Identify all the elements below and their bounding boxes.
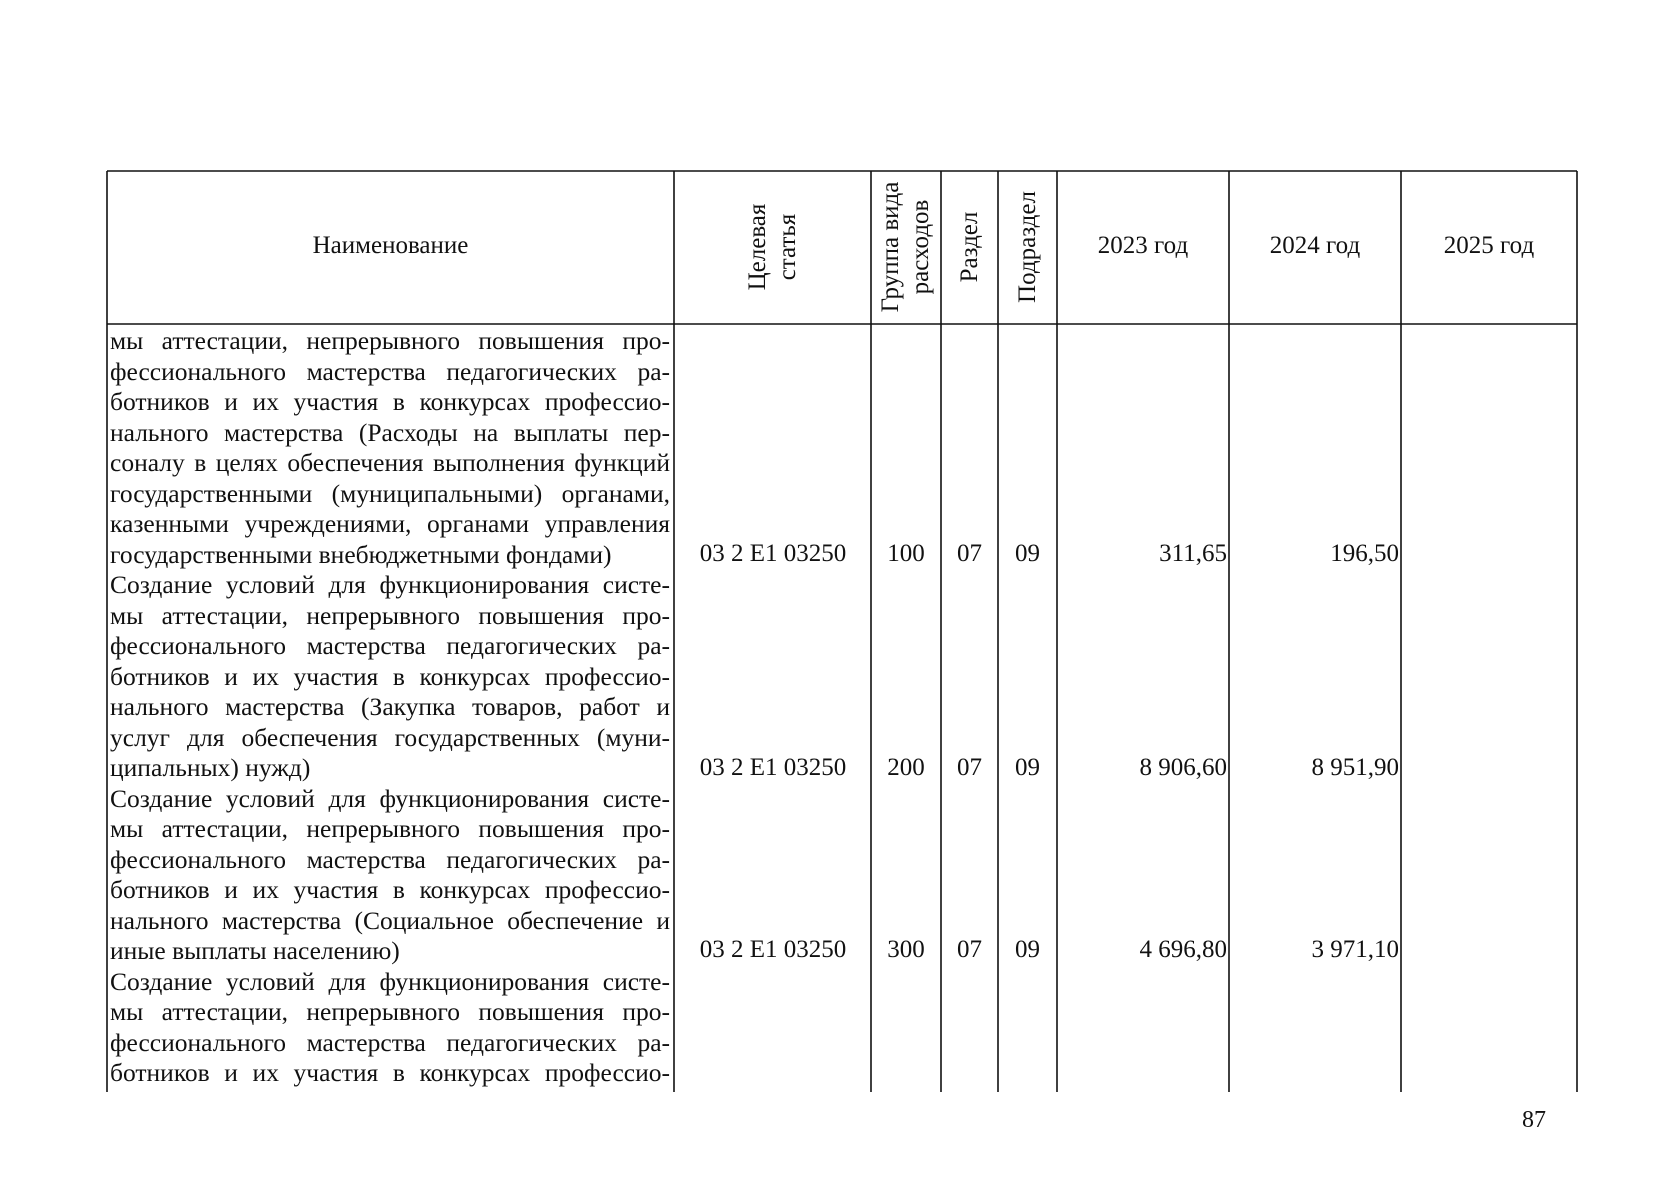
row1-target-article: 03 2 E1 03250 [699, 540, 847, 567]
header-2023: 2023 год [1097, 232, 1189, 259]
row3-section: 07 [957, 936, 982, 963]
name-line: казенными учреждениями, органами управления [110, 509, 670, 538]
row1-expense-group: 100 [887, 540, 925, 567]
name-line: иные выплаты населению) [110, 936, 400, 965]
row2-target-article: 03 2 E1 03250 [699, 754, 847, 781]
name-line: ботников и их участия в конкурсах профессио- [110, 661, 670, 691]
name-line: ципальных) нужд) [110, 753, 311, 782]
name-line: Создание условий для функционирования систе- [110, 783, 670, 813]
name-line: мы аттестации, непрерывного повышения про- [110, 326, 670, 355]
row2-2024: 8 951,90 [1311, 754, 1399, 781]
name-line: нального мастерства (Социальное обеспечение и [110, 905, 670, 935]
row2-section: 07 [957, 754, 982, 781]
name-line: Создание условий для функционирования систе- [110, 570, 670, 599]
page-number: 87 [1522, 1107, 1546, 1133]
name-line: мы аттестации, непрерывного повышения про- [110, 814, 670, 843]
name-line: соналу в целях обеспечения выполнения функций [110, 448, 670, 477]
row1-subsection: 09 [1015, 540, 1040, 567]
header-2024: 2024 год [1269, 232, 1361, 259]
name-line: мы аттестации, непрерывного повышения про- [110, 997, 670, 1026]
row3-subsection: 09 [1015, 936, 1040, 963]
row1-2023: 311,65 [1159, 540, 1227, 567]
row2-expense-group: 200 [887, 754, 925, 781]
row2-subsection: 09 [1015, 754, 1040, 781]
name-line: Создание условий для функционирования систе- [110, 966, 670, 996]
name-line: государственными (муниципальными) органами, [110, 478, 670, 508]
row3-2023: 4 696,80 [1139, 936, 1227, 963]
name-line: ботников и их участия в конкурсах профессио- [110, 387, 670, 416]
name-line: услуг для обеспечения государственных (муни- [110, 722, 670, 752]
name-column-text [110, 326, 670, 1089]
name-line: фессионального мастерства педагогических ра- [110, 844, 670, 874]
name-line: мы аттестации, непрерывного повышения про- [110, 600, 670, 630]
name-line: ботников и их участия в конкурсах профессио- [110, 1058, 670, 1087]
name-line: государственными внебюджетными фондами) [110, 539, 612, 569]
row3-target-article: 03 2 E1 03250 [699, 936, 847, 963]
header-expense-group: Группа вида расходов [877, 181, 934, 313]
name-line: ботников и их участия в конкурсах профессио- [110, 875, 670, 904]
row3-2024: 3 971,10 [1311, 936, 1399, 963]
header-target-article: Целевая статья [744, 203, 801, 291]
row3-expense-group: 300 [887, 936, 925, 963]
name-line: нального мастерства (Закупка товаров, работ и [110, 692, 670, 721]
name-line: нального мастерства (Расходы на выплаты пер- [110, 417, 670, 447]
name-line: фессионального мастерства педагогических ра- [110, 631, 670, 660]
name-line: фессионального мастерства педагогических ра- [110, 356, 670, 386]
header-subsection: Подраздел [1014, 191, 1041, 303]
row2-2023: 8 906,60 [1139, 754, 1227, 781]
row1-2024: 196,50 [1330, 540, 1399, 567]
row1-section: 07 [957, 540, 982, 567]
header-name: Наименование [312, 232, 469, 259]
name-line: фессионального мастерства педагогических ра- [110, 1027, 670, 1057]
header-section: Раздел [956, 211, 983, 283]
header-2025: 2025 год [1443, 232, 1535, 259]
